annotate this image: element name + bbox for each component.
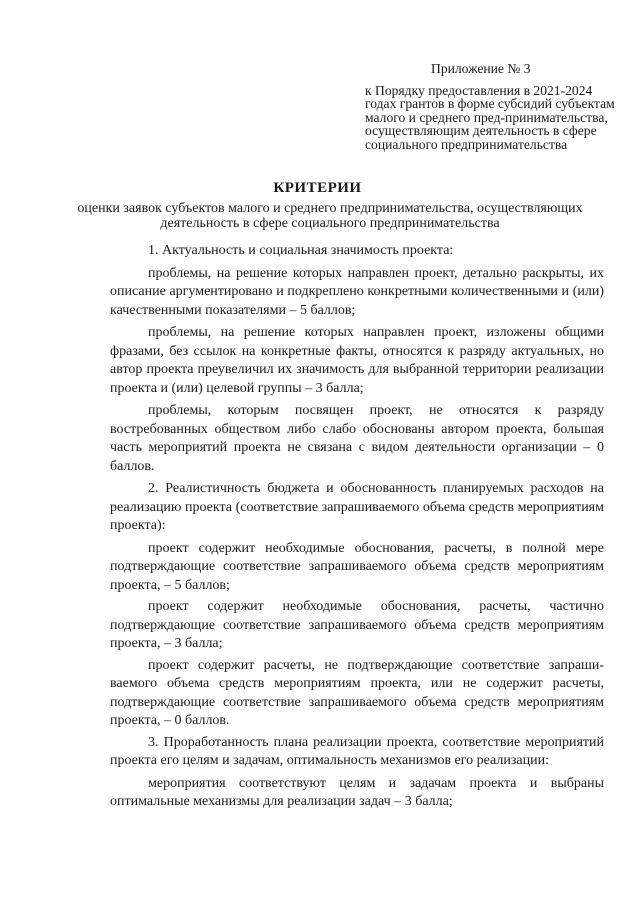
criterion-2-option-5: проект содержит необходимые обоснования, расчеты, в полной мере подтверждающие соответствие запрашиваемого объема средств мероприятиям проекта, – 5 баллов; [110,540,604,593]
criterion-2-option-0: проект содержит расчеты, не подтверждающие соответствие запраши-ваемого объема средств мероприятиям проекта, или не содержит расчеты, подтверждающие соответствие запрашиваемого объема средств мероприятиям проекта, – 0 баллов. [110,657,604,728]
criterion-3-option-3: мероприятия соответствуют целям и задачам проекта и выбраны оптимальные механизмы для реализации задач – 3 балла; [110,775,604,809]
criterion-3-heading: 3. Проработанность плана реализации проекта, соответствие мероприятий проекта его целям и задачам, оптимальность механизмов его реализации: [110,734,604,768]
page-subtitle: оценки заявок субъектов малого и среднего предпринимательства, осуществляющих деятельность в сфере социального предпринимательства [77,201,583,231]
criterion-1-option-0: проблемы, которым посвящен проект, не относятся к разряду востребованных обществом либо слабо обоснованы автором проекта, большая часть мероприятий проекта не связана с видом деятельности организации – 0 баллов. [110,403,604,474]
criterion-1-heading: 1. Актуальность и социальная значимость проекта: [148,243,454,258]
criterion-1-option-5: проблемы, на решение которых направлен проект, детально раскрыты, их описание аргументировано и подкреплено конкретными количественными и (или) качественными показателями – 5 баллов; [110,265,604,318]
appendix-block [365,62,615,152]
appendix-text: к Порядку предоставления в 2021-2024 годах грантов в форме субсидий субъектам малого и среднего пред-принимательства, осуществляющим деятельность в сфере социального предпринимательства [365,82,615,152]
appendix-title: Приложение № 3 [431,61,531,76]
criterion-1-option-3: проблемы, на решение которых направлен проект, изложены общими фразами, без ссылок на конкретные факты, относятся к разряду актуальных, но автор проекта преувеличил их значимость для выбранной территории реализации проекта и (или) целевой группы – 3 балла; [110,325,604,396]
criterion-2-option-3: проект содержит необходимые обоснования, расчеты, частично подтверждающие соответствие запрашиваемого объема средств мероприятиям проекта, – 3 балла; [110,599,604,651]
criterion-2-heading: 2. Реалистичность бюджета и обоснованность планируемых расходов на реализацию проекта (соответствие запрашиваемого объема средств мероприятиям проекта): [110,481,604,533]
page-title: КРИТЕРИИ [273,180,362,196]
criteria-content [110,242,604,816]
